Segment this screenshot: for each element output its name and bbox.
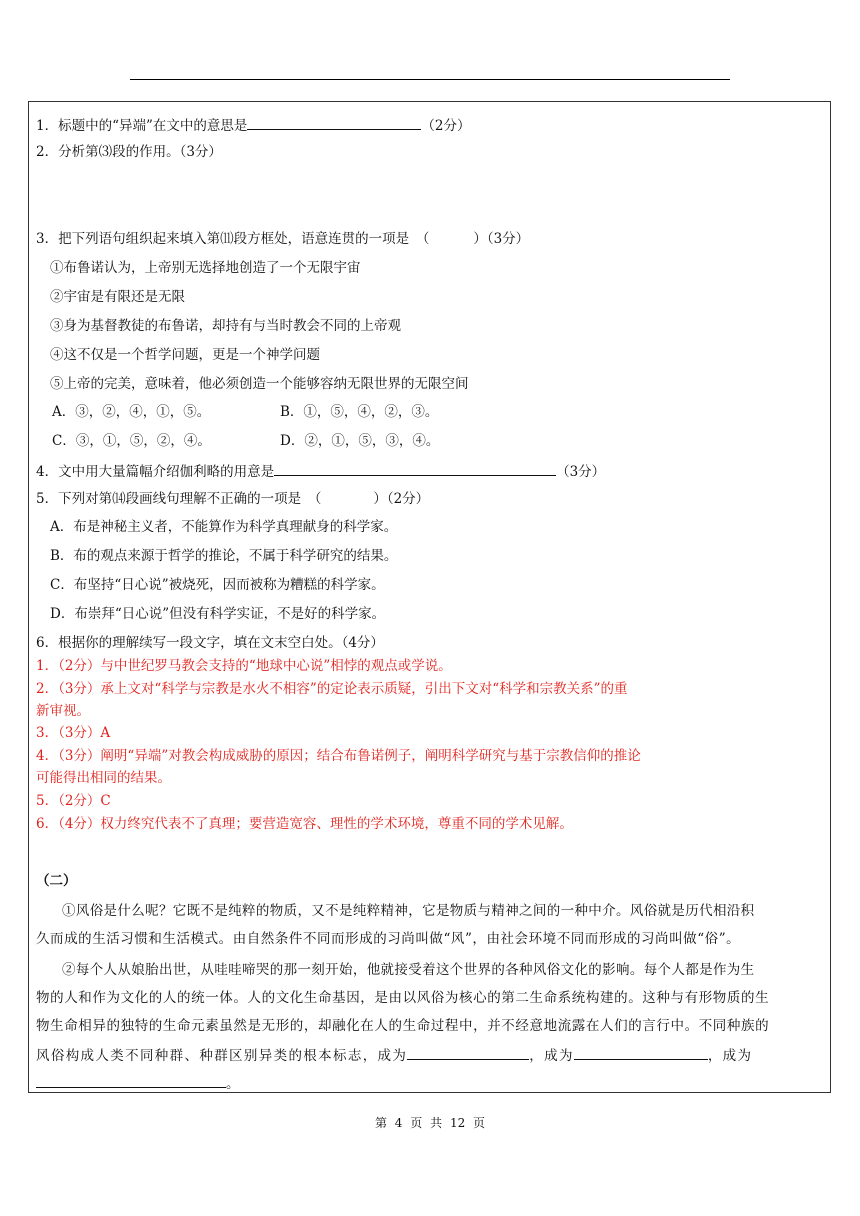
q3-item: ①布鲁诺认为，上帝别无选择地创造了一个无限宇宙 — [50, 260, 361, 276]
q5-option-d: D．布崇拜“日心说”但没有科学实证，不是好的科学家。 — [50, 606, 386, 622]
q3-item: ②宇宙是有限还是无限 — [50, 289, 185, 305]
header-rule — [130, 79, 730, 80]
q3-option-b: B．①，⑤，④，②，③。 — [280, 404, 439, 420]
question-5: 5．下列对第⒁段画线句理解不正确的一项是 （ ）（2分） — [36, 491, 430, 507]
q3-option-d: D．②，①，⑤，③，④。 — [280, 433, 440, 449]
paragraph-1-line: 久而成的生活习惯和生活模式。由自然条件不同而形成的习尚叫做“风”，由社会环境不同而形成的习尚叫做“俗”。 — [36, 931, 741, 947]
question-3: 3．把下列语句组织起来填入第⑾段方框处，语意连贯的一项是 （ ）（3分） — [36, 231, 530, 247]
total-pages: 12 — [449, 1116, 466, 1130]
q3-option-a: A．③，②，④，①，⑤。 — [52, 404, 211, 420]
page-footer: 第 4 页 共 12 页 — [374, 1116, 486, 1130]
q3-item: ③身为基督教徒的布鲁诺，却持有与当时教会不同的上帝观 — [50, 318, 401, 334]
q5-option-a: A．布是神秘主义者，不能算作为科学真理献身的科学家。 — [50, 519, 398, 535]
answer-4-cont: 可能得出相同的结果。 — [36, 770, 171, 786]
answer-6: 6．（4分）权力终究代表不了真理；要营造宽容、理性的学术环境，尊重不同的学术见解。 — [36, 816, 573, 832]
question-4: 4．文中用大量篇幅介绍伽利略的用意是 （3分） — [36, 461, 605, 481]
q5-option-b: B．布的观点来源于哲学的推论，不属于科学研究的结果。 — [50, 548, 398, 564]
question-2: 2．分析第⑶段的作用。（3分） — [36, 144, 222, 160]
answer-4: 4．（3分）阐明“异端”对教会构成威胁的原因；结合布鲁诺例子，阐明科学研究与基于宗教信仰的推论 — [36, 748, 641, 764]
q3-option-c: C．③，①，⑤，②，④。 — [52, 433, 211, 449]
paragraph-2-line: 物生命相异的独特的生命元素虽然是无形的，却融化在人的生命过程中，并不经意地流露在人们的言行中。不同种族的 — [36, 1018, 770, 1034]
q5-option-c: C．布坚持“日心说”被烧死，因而被称为糟糕的科学家。 — [50, 577, 385, 593]
section-heading: （二） — [36, 873, 77, 889]
answer-blank — [247, 115, 421, 130]
answer-2: 2．（3分）承上文对“科学与宗教是水火不相容”的定论表示质疑，引出下文对“科学和宗教关系”的重 — [36, 681, 628, 697]
question-1: 1．标题中的“异端”在文中的意思是 （2分） — [36, 115, 471, 135]
answer-3: 3．（3分）A — [36, 725, 111, 741]
paragraph-2-line: 物的人和作为文化的人的统一体。人的文化生命基因，是由以风俗为核心的第二生命系统构建的。这种与有形物质的生 — [36, 990, 770, 1006]
page-number: 4 — [394, 1116, 403, 1130]
answer-1: 1．（2分）与中世纪罗马教会支持的“地球中心说”相悖的观点或学说。 — [36, 658, 452, 674]
answer-2-cont: 新审视。 — [36, 703, 90, 719]
paragraph-1-line: ①风俗是什么呢？它既不是纯粹的物质，又不是纯粹精神，它是物质与精神之间的一种中介。风俗就是历代相沿积 — [62, 903, 755, 919]
paragraph-2-line: ②每个人从娘胎出世，从哇哇啼哭的那一刻开始，他就接受着这个世界的各种风俗文化的影响。每个人都是作为生 — [62, 962, 755, 978]
paragraph-2-line: 风俗构成人类不同种群、种群区别异类的根本标志，成为 ，成为 ，成为 — [36, 1045, 752, 1065]
fill-blank — [36, 1073, 226, 1088]
question-6: 6．根据你的理解续写一段文字，填在文末空白处。（4分） — [36, 635, 384, 651]
fill-blank — [407, 1045, 529, 1060]
answer-blank — [274, 461, 556, 476]
paragraph-2-line: 。 — [36, 1073, 240, 1093]
q3-item: ⑤上帝的完美，意味着，他必须创造一个能够容纳无限世界的无限空间 — [50, 376, 469, 392]
fill-blank — [574, 1045, 708, 1060]
answer-5: 5．（2分）C — [36, 793, 111, 809]
q3-item: ④这不仅是一个哲学问题，更是一个神学问题 — [50, 347, 320, 363]
